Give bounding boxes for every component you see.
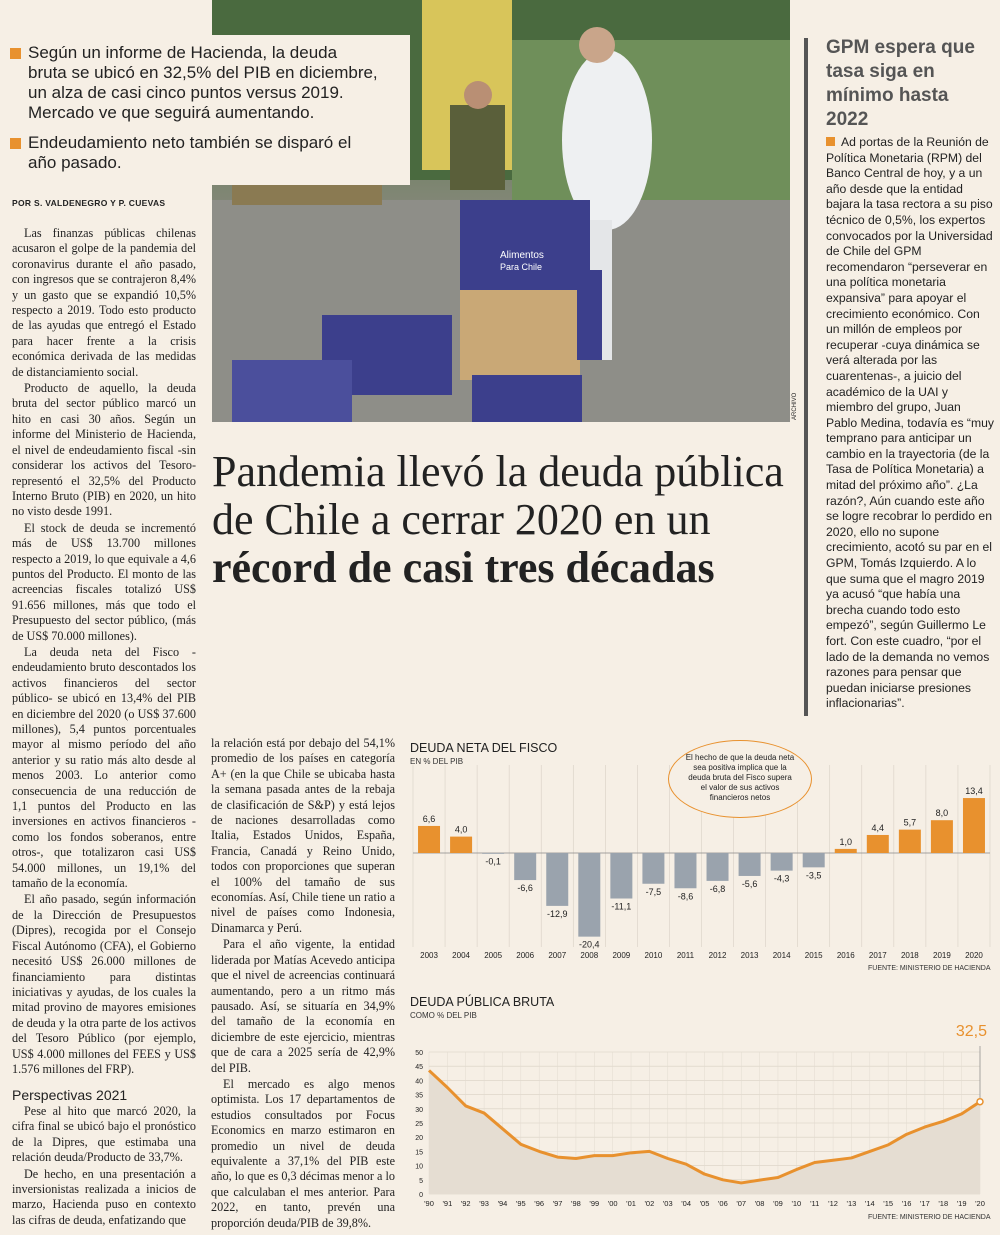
chart1-tick-label: 2009 — [612, 951, 631, 960]
photo-box-label: Alimentos — [500, 250, 544, 261]
chart1-value-label: -6,8 — [709, 883, 726, 894]
sidebar-bullet-icon — [826, 137, 835, 146]
chart1-tick-label: 2005 — [484, 951, 503, 960]
chart2-x-tick-label: '11 — [810, 1199, 820, 1208]
chart2-y-tick-label: 15 — [415, 1149, 423, 1157]
chart1-value-label: -0,1 — [485, 856, 501, 867]
sidebar-rule — [804, 38, 808, 716]
chart1-value-label: 4,4 — [871, 822, 885, 833]
paragraph: De hecho, en una presentación a inversionistas realizada a inicios de marzo, Hacienda puso en contexto las cifras de deuda, enfatizando que — [12, 1166, 196, 1227]
chart2-x-tick-label: '16 — [901, 1199, 912, 1208]
photo-person-head — [464, 81, 492, 109]
chart2-x-tick-label: '03 — [662, 1199, 673, 1208]
chart1-tick-label: 2007 — [548, 951, 567, 960]
photo-box-side — [577, 270, 602, 360]
byline: POR S. VALDENEGRO Y P. CUEVAS — [12, 198, 166, 208]
chart2-x-tick-label: '09 — [773, 1199, 783, 1208]
chart2-x-tick-label: '14 — [864, 1199, 875, 1208]
headline-bold: récord de casi tres décadas — [212, 543, 715, 592]
chart1-bar — [707, 853, 729, 881]
chart1-value-label: -12,9 — [546, 908, 568, 919]
bullet-text: Según un informe de Hacienda, la deuda bruta se ubicó en 32,5% del PIB en diciembre, un alza de casi cinco puntos versus 2019. Mercado ve que seguirá aumentando. — [28, 43, 378, 122]
chart2-x-tick-label: '18 — [938, 1199, 949, 1208]
chart1-value-label: 5,7 — [903, 817, 917, 828]
chart1-bar — [803, 853, 825, 867]
chart1-tick-label: 2012 — [708, 951, 727, 960]
chart1-title: DEUDA NETA DEL FISCO — [410, 741, 558, 755]
sidebar-title: GPM espera que tasa siga en mínimo hasta 2022 — [826, 37, 975, 130]
chart2-x-tick-label: '19 — [956, 1199, 967, 1208]
chart1-tick-label: 2008 — [580, 951, 599, 960]
chart1-bar — [963, 798, 985, 853]
chart1-value-label: -11,1 — [611, 901, 632, 912]
chart2-x-tick-label: '90 — [424, 1199, 434, 1208]
chart1-value-label: -20,4 — [579, 939, 600, 950]
chart2-x-tick-label: '91 — [442, 1199, 453, 1208]
chart1-value-label: 6,6 — [422, 813, 436, 824]
chart2-final-point — [977, 1099, 983, 1105]
chart2-x-tick-label: '20 — [975, 1199, 985, 1208]
photo-box-3 — [472, 375, 582, 422]
chart2-x-tick-label: '12 — [828, 1199, 838, 1208]
chart2-y-tick-label: 35 — [415, 1092, 423, 1100]
chart1-tick-label: 2019 — [933, 951, 951, 960]
chart1-bar — [610, 853, 632, 899]
chart2-subtitle: COMO % DEL PIB — [410, 1011, 477, 1020]
paragraph: Las finanzas públicas chilenas acusaron el golpe de la pandemia del coronavirus durante el año pasado, con ingresos que se contrajeron 8,4% y un gasto que se expandió 10,5% respecto a 2019. Todo esto producto de las ayudas que entregó el Estado para hacer frente a la crisis económica derivada de las medidas de distanciamiento social. — [12, 226, 196, 379]
chart1-bar — [546, 853, 568, 906]
chart1-value-label: -3,5 — [805, 870, 822, 881]
chart1-tick-label: 2006 — [516, 951, 535, 960]
chart1-value-label: 13,4 — [965, 786, 983, 797]
chart1-source: FUENTE: MINISTERIO DE HACIENDA — [868, 965, 991, 972]
headline-regular: Pandemia llevó la deuda pública de Chile a cerrar 2020 en un — [212, 447, 784, 544]
chart1-annotation-bubble — [668, 740, 812, 818]
chart2-x-tick-label: '01 — [626, 1199, 636, 1208]
chart2-x-tick-label: '08 — [754, 1199, 765, 1208]
chart1-bar — [514, 853, 536, 880]
chart1-tick-label: 2015 — [804, 951, 823, 960]
chart1-value-label: -6,6 — [517, 883, 533, 894]
chart2-y-tick-label: 0 — [419, 1192, 423, 1199]
chart1-bar — [739, 853, 761, 876]
chart1-annotation: El hecho de que la deuda neta sea positiva implica que la deuda bruta del Fisco supera el valor de sus activos financieros netos — [685, 753, 795, 802]
chart2-x-tick-label: '99 — [589, 1199, 600, 1208]
chart2-x-tick-label: '10 — [791, 1199, 802, 1208]
chart2-x-tick-label: '15 — [883, 1199, 894, 1208]
chart1-tick-label: 2020 — [965, 951, 983, 960]
chart1-bar — [867, 835, 889, 853]
chart1-value-label: 4,0 — [454, 824, 468, 835]
chart1-bar — [835, 849, 857, 853]
chart1-tick-label: 2013 — [740, 951, 759, 960]
paragraph: Para el año vigente, la entidad liderada por Matías Acevedo anticipa que el nivel de acreencias continuará aumentando, pero a un ritmo más pausado. Así, se situaría en 34,9% del tamaño de la economía en diciembre de este ejercicio, mientras que de cara a 2025 sería de 42,9% del PIB. — [211, 937, 395, 1075]
chart2-x-tick-label: '96 — [534, 1199, 545, 1208]
chart1-tick-label: 2010 — [644, 951, 663, 960]
chart2-final-label: 32,5 — [955, 1023, 987, 1040]
chart2-x-tick-label: '98 — [571, 1199, 581, 1208]
chart1-tick-label: 2018 — [900, 951, 919, 960]
chart2-x-tick-label: '94 — [497, 1199, 508, 1208]
photo-bench — [232, 185, 382, 205]
photo-box-1 — [460, 200, 590, 290]
chart2-y-tick-label: 45 — [415, 1064, 423, 1072]
chart2-x-tick-label: '17 — [920, 1199, 930, 1208]
bullet-item — [28, 43, 378, 123]
chart2-source: FUENTE: MINISTERIO DE HACIENDA — [868, 1214, 991, 1221]
chart2-x-tick-label: '97 — [552, 1199, 563, 1208]
paragraph: Producto de aquello, la deuda bruta del sector público marcó un hito en casi 30 años. Según un informe del Ministerio de Hacienda, el nivel de endeudamiento fiscal -sin considerar los activos del Tesoro- representó el 32,5% del Producto Interno Bruto (PIB) en 2020, un hito no visto desde 1991. — [12, 381, 196, 519]
photo-credit: ARCHIVO — [792, 392, 798, 420]
chart2-x-tick-label: '07 — [736, 1199, 747, 1208]
chart2-x-tick-label: '04 — [681, 1199, 692, 1208]
chart2-x-tick-label: '13 — [846, 1199, 857, 1208]
chart2-x-tick-label: '92 — [460, 1199, 471, 1208]
chart2-y-tick-label: 30 — [415, 1106, 423, 1114]
chart2-x-tick-label: '00 — [607, 1199, 618, 1208]
chart1-value-label: 8,0 — [935, 808, 949, 819]
chart1-bar — [771, 853, 793, 871]
chart1-value-label: -5,6 — [741, 878, 758, 889]
chart2-x-tick-label: '93 — [479, 1199, 489, 1208]
chart1-bar — [899, 830, 921, 853]
photo-box-2 — [460, 290, 580, 380]
paragraph: Pese al hito que marcó 2020, la cifra final se ubicó bajo el pronóstico de la Dipres, que estimaba una relación deuda/Producto de 33,7%. — [12, 1104, 196, 1165]
summary-bullets — [0, 35, 410, 185]
chart1-bar — [482, 853, 504, 854]
article-column-1b — [12, 1104, 196, 1229]
bullet-square-icon — [10, 48, 21, 59]
article-column-2 — [211, 736, 395, 1232]
photo-garden — [512, 40, 790, 200]
article-column-1 — [12, 226, 196, 1078]
chart2-x-tick-label: '02 — [644, 1199, 655, 1208]
chart-gross-debt — [405, 1018, 995, 1210]
chart2-y-tick-label: 10 — [415, 1163, 423, 1171]
chart2-x-tick-label: '06 — [717, 1199, 728, 1208]
photo-worker-head — [579, 27, 615, 63]
chart1-tick-label: 2017 — [868, 951, 887, 960]
section-subhead: Perspectivas 2021 — [12, 1087, 128, 1103]
chart1-tick-label: 2014 — [772, 951, 791, 960]
chart1-value-label: -4,3 — [773, 873, 790, 884]
photo-person-jacket — [450, 105, 505, 190]
photo-box-5 — [232, 360, 352, 422]
chart1-bar — [931, 820, 953, 853]
chart2-y-tick-label: 20 — [415, 1135, 423, 1143]
chart1-value-label: -7,5 — [645, 886, 662, 897]
chart2-y-tick-label: 5 — [419, 1177, 423, 1185]
bullet-text: Endeudamiento neto también se disparó el año pasado. — [28, 133, 352, 172]
chart2-x-tick-label: '95 — [515, 1199, 526, 1208]
photo-box-label-2: Para Chile — [500, 262, 543, 272]
chart2-y-tick-label: 40 — [415, 1078, 423, 1086]
chart1-bar — [642, 853, 664, 884]
chart1-value-label: -8,6 — [677, 891, 694, 902]
paragraph: El año pasado, según información de la Dirección de Presupuestos (Dipres), recogida por el Consejo Fiscal Autónomo (CFA), el Gobierno necesitó US$ 26.000 millones de financiamiento para distintas iniciativas y ayudas, de los cuales la mitad provino de mayores emisiones de deuda y la otra parte de los activos del Tesoro Público (por ejemplo, US$ 4.000 millones del FEES y US$ 1.576 millones del FRP). — [12, 892, 196, 1076]
chart2-y-tick-label: 50 — [415, 1050, 423, 1057]
chart1-bar — [418, 826, 440, 853]
chart2-title: DEUDA PÚBLICA BRUTA — [410, 995, 555, 1009]
chart1-tick-label: 2003 — [420, 951, 438, 960]
chart1-bar — [450, 837, 472, 853]
bullet-square-icon — [10, 138, 21, 149]
chart1-tick-label: 2011 — [676, 951, 695, 960]
chart1-bar — [578, 853, 600, 937]
headline — [212, 448, 792, 592]
paragraph: la relación está por debajo del 54,1% promedio de los países en categoría A+ (en la que Chile se ubicaba hasta la semana pasada antes de la rebaja de clasificación de S&P) y está lejos de naciones desarrolladas como Italia, Estados Unidos, España, Francia, Canadá y Reino Unido, todos con proporciones que superan el 100% del tamaño de sus economías. Así, Chile tiene un ratio a nivel de países como Indonesia, Dinamarca y Perú. — [211, 736, 395, 935]
chart1-tick-label: 2004 — [452, 951, 470, 960]
sidebar-body: Ad portas de la Reunión de Política Monetaria (RPM) del Banco Central de hoy, y a un año desde que la entidad bajara la tasa rectora a su piso técnico de 0,5%, los expertos convocados por la Universidad de Chile del GPM recomendaron “perseverar en una política monetaria expansiva” para apoyar el crecimiento económico. Con un millón de empleos por recuperar -cuya dinámica se verá alterada por las cuarentenas-, a juicio del académico de la UAI y miembro del grupo, Juan Pablo Medina, todavía es “muy temprano para anticipar un cambio en la trayectoria (de la Tasa de Política Monetaria) a mitad del próximo año”. ¿La razón?, Aún cuando este año se logre recobrar lo perdido en 2020, ello no supone crecimiento, acotó su par en el GPM, Tomás Izquierdo. A lo que suma que el magro 2019 ya acusó “que había una brecha cuando todo esto empezó”, según Guillermo Le fort. Con este cuadro, “por el lado de la demanda no vemos razones para pensar que puedan iniciarse presiones inflacionarias”. — [826, 135, 995, 711]
chart1-bar — [674, 853, 696, 888]
bullet-item — [28, 133, 378, 173]
sidebar-text — [826, 135, 994, 712]
paragraph: El stock de deuda se incrementó más de US$ 13.700 millones respecto a 2019, lo que equivale a 4,6 puntos del Producto. El monto de las acreencias fiscales totalizó US$ 91.656 millones, más que todo el Presupuesto del sector público, (más de US$ 70.000 millones). — [12, 520, 196, 643]
chart2-x-tick-label: '05 — [699, 1199, 710, 1208]
chart2-y-tick-label: 25 — [415, 1121, 423, 1128]
chart1-tick-label: 2016 — [836, 951, 855, 960]
chart1-subtitle: EN % DEL PIB — [410, 757, 464, 766]
paragraph: La deuda neta del Fisco -endeudamiento bruto descontados los activos financieros del sector público- se ubicó en 13,4% del PIB en diciembre del 2020 (o US$ 37.600 millones), 5,4 puntos porcentuales mayor al mismo período del año anterior y su ratio más alto desde al menos 2003. Lo anterior como consecuencia de una reducción de 1,1 puntos del Producto en las inversiones en activos financieros -como los fondos soberanos, entre otros-, que totalizaron casi US$ 54.000 millones, un 19,1% del tamaño de la economía. — [12, 644, 196, 891]
paragraph: El mercado es algo menos optimista. Los 17 departamentos de estudios consultados por Focus Economics en marzo estimaron en promedio un nivel de deuda equivalente a 37,1% del PIB este año, lo que es 0,3 décimas menor a lo que calculaban el mes anterior. Para 2022, en tanto, prevén una proporción deuda/PIB de 39,8%. — [211, 1076, 395, 1230]
chart1-value-label: 1,0 — [839, 836, 853, 847]
